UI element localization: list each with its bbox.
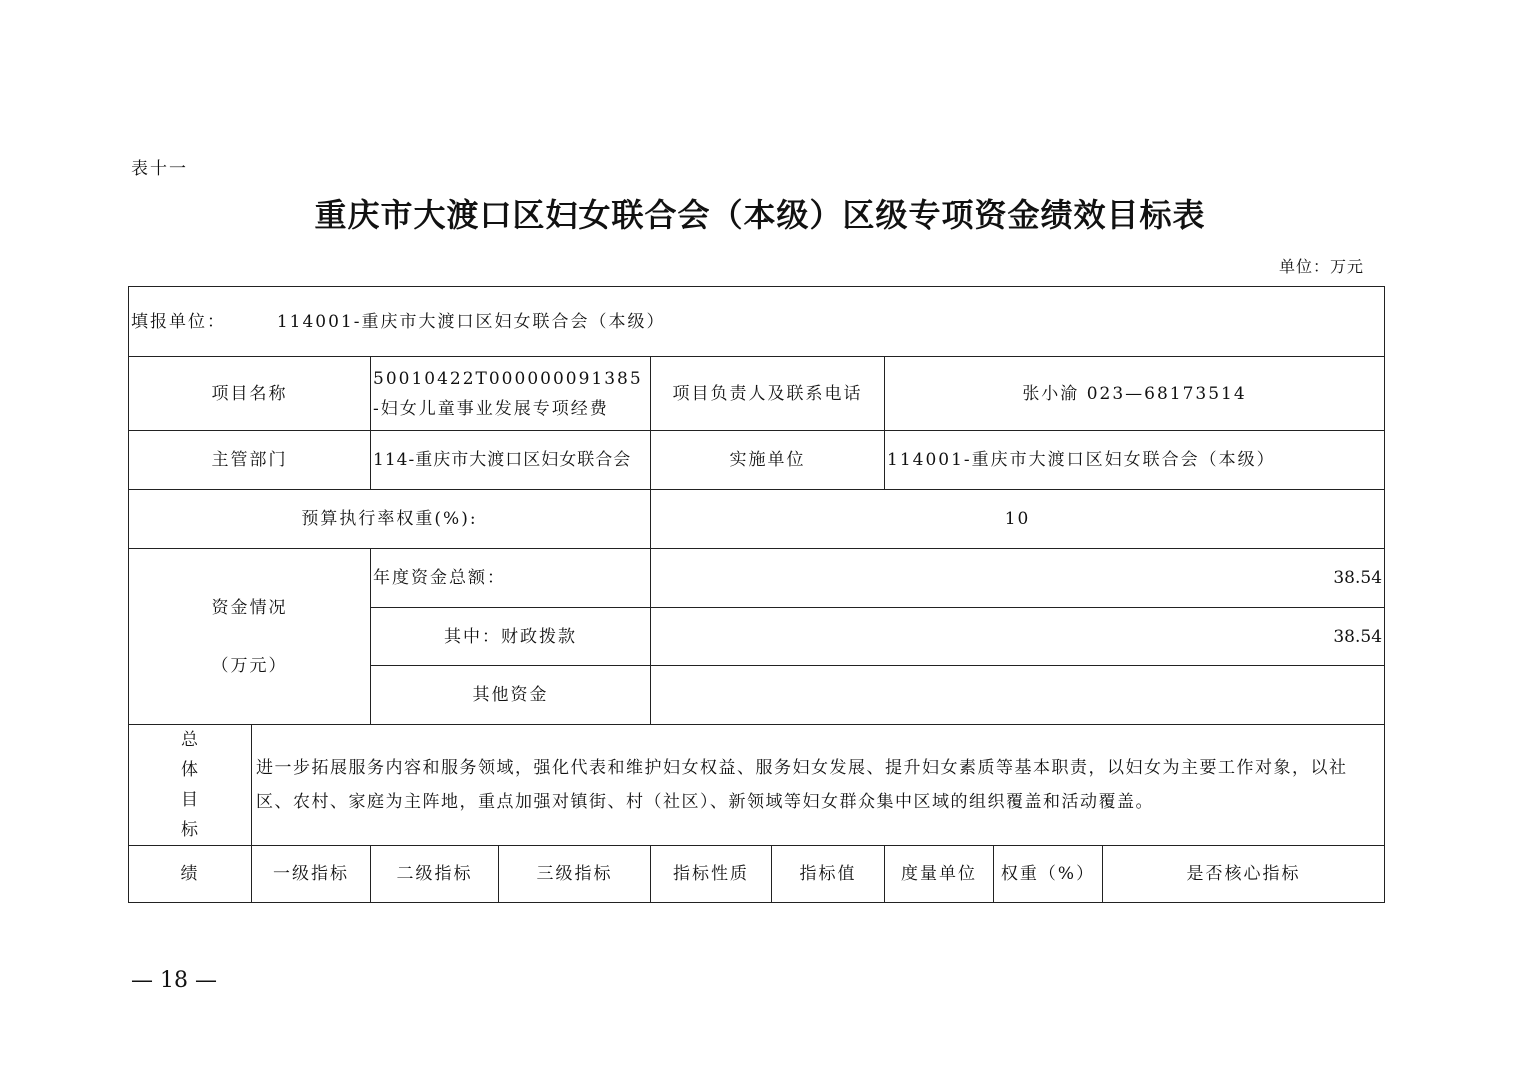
performance-label: 绩	[129, 846, 252, 903]
implementing-unit-value: 114001-重庆市大渡口区妇女联合会（本级）	[885, 431, 1385, 490]
annual-total-label: 年度资金总额：	[371, 549, 651, 608]
filing-unit-cell	[129, 287, 1385, 357]
filing-unit-label: 填报单位：	[131, 311, 226, 332]
filing-unit-value: 114001-重庆市大渡口区妇女联合会（本级）	[276, 311, 666, 332]
overall-goal-text: 进一步拓展服务内容和服务领域，强化代表和维护妇女权益、服务妇女发展、提升妇女素质等基本职责，以妇女为主要工作对象，以社区、农村、家庭为主阵地，重点加强对镇街、村（社区）、新领域等妇女群众集中区域的组织覆盖和活动覆盖。	[252, 725, 1385, 846]
budget-rate-row	[129, 490, 1385, 549]
indicator-header-level1: 一级指标	[252, 846, 371, 903]
annual-total-value: 38.54	[651, 549, 1385, 608]
filing-unit-row	[129, 287, 1385, 357]
project-lead-label: 项目负责人及联系电话	[651, 357, 885, 431]
indicator-header-row	[129, 846, 1385, 903]
budget-rate-label: 预算执行率权重(%):	[129, 490, 651, 549]
indicator-header-value: 指标值	[772, 846, 885, 903]
other-funds-label: 其他资金	[371, 666, 651, 725]
implementing-unit-label: 实施单位	[651, 431, 885, 490]
funds-label-cell	[129, 549, 371, 725]
overall-goal-label-cell	[129, 725, 252, 846]
indicator-header-level3: 三级指标	[499, 846, 651, 903]
table-label: 表十一	[131, 159, 188, 179]
funds-unit-label: （万元）	[211, 655, 288, 676]
supervising-dept-label: 主管部门	[129, 431, 371, 490]
project-name-value: 50010422T000000091385-妇女儿童事业发展专项经费	[371, 357, 651, 431]
indicator-header-unit: 度量单位	[885, 846, 994, 903]
annual-total-row	[129, 549, 1385, 608]
page-title: 重庆市大渡口区妇女联合会（本级）区级专项资金绩效目标表	[314, 196, 1206, 234]
supervising-dept-value: 114-重庆市大渡口区妇女联合会	[371, 431, 651, 490]
overall-goal-label: 总体目标	[181, 730, 200, 840]
indicator-header-nature: 指标性质	[651, 846, 772, 903]
indicator-header-weight: 权重（%）	[994, 846, 1103, 903]
department-row	[129, 431, 1385, 490]
unit-note: 单位：万元	[1278, 257, 1364, 276]
overall-goal-row	[129, 725, 1385, 846]
project-lead-value: 张小渝 023—68173514	[885, 357, 1385, 431]
indicator-header-level2: 二级指标	[371, 846, 499, 903]
project-name-row	[129, 357, 1385, 431]
budget-rate-value: 10	[651, 490, 1385, 549]
other-funds-value	[651, 666, 1385, 725]
funds-label: 资金情况	[211, 597, 288, 618]
fiscal-label: 其中：财政拨款	[371, 608, 651, 666]
page-number: — 18 —	[131, 968, 217, 993]
fiscal-value: 38.54	[651, 608, 1385, 666]
performance-target-table	[128, 286, 1385, 903]
project-name-label: 项目名称	[129, 357, 371, 431]
indicator-header-core: 是否核心指标	[1103, 846, 1385, 903]
